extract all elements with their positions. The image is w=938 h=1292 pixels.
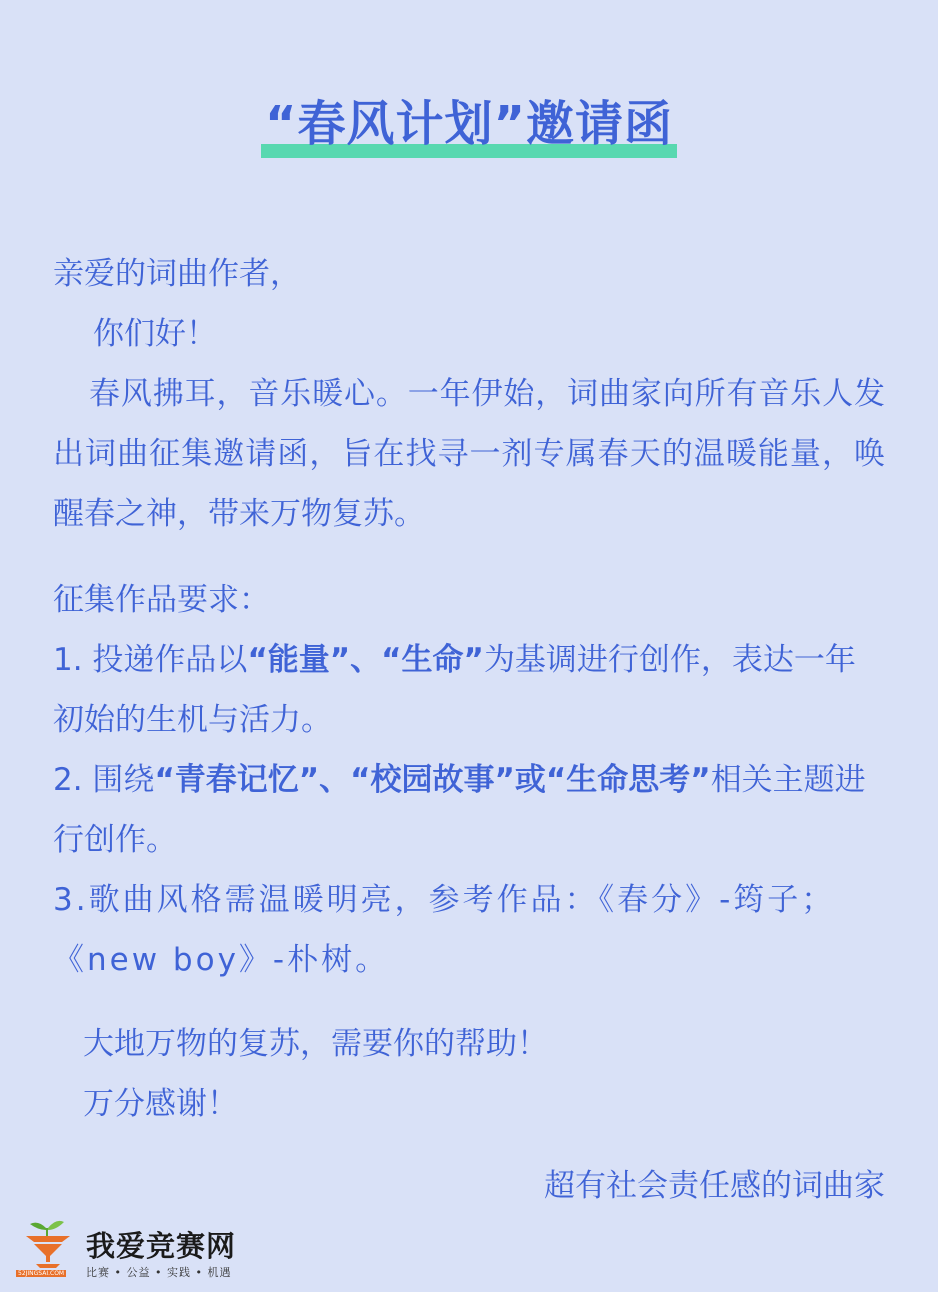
title-text: “春风计划”邀请函 — [264, 96, 674, 152]
requirement-2-suffix: 相关主题进行创作。 — [53, 762, 866, 858]
logo-name: 我爱竞赛网 — [86, 1229, 237, 1263]
page-title — [261, 92, 677, 156]
requirements-heading: 征集作品要求： — [53, 582, 270, 618]
salutation: 亲爱的词曲作者， — [53, 256, 301, 292]
requirement-item-3: 3.歌曲风格需温暖明亮，参考作品：《春分》-筠子；《new boy》-朴树。 — [53, 882, 836, 978]
site-logo[interactable] — [16, 1218, 256, 1282]
requirement-1-prefix: 1. 投递作品以 — [53, 642, 248, 678]
requirement-item-1 — [53, 630, 885, 750]
intro-paragraph: 春风拂耳，音乐暖心。一年伊始，词曲家向所有音乐人发出词曲征集邀请函，旨在找寻一剂专属春天的温暖能量，唤醒春之神，带来万物复苏。 — [53, 376, 885, 532]
logo-slogan: 比赛 • 公益 • 实践 • 机遇 — [86, 1266, 232, 1279]
requirement-1-suffix: 为基调进行创作，表达一年初始的生机与活力。 — [53, 642, 856, 738]
closing-line-1: 大地万物的复苏，需要你的帮助！ — [83, 1026, 548, 1062]
closing-line-2: 万分感谢！ — [83, 1086, 238, 1122]
trophy-sprout-icon — [16, 1218, 80, 1278]
greeting: 你们好！ — [93, 316, 217, 352]
requirement-1-keywords: “能量”、“生命” — [247, 642, 484, 678]
logo-url: 52JINGSAI.COM — [18, 1270, 65, 1277]
title-block — [0, 92, 938, 156]
requirement-2-prefix: 2. 围绕 — [53, 762, 155, 798]
requirement-2-keywords: “青春记忆”、“校园故事”或“生命思考” — [154, 762, 711, 798]
signature: 超有社会责任感的词曲家 — [544, 1168, 885, 1204]
requirement-item-2 — [53, 750, 885, 870]
